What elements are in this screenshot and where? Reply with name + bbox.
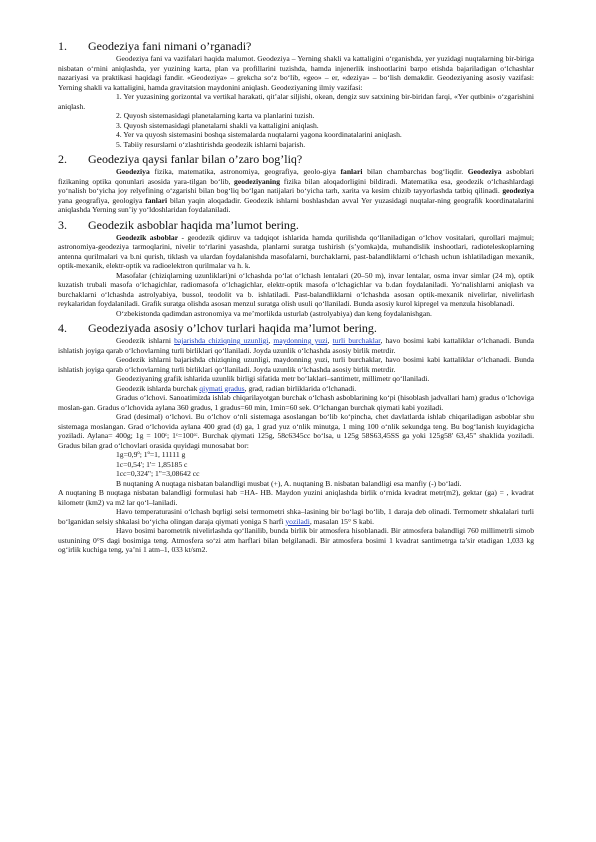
paragraph: Grad (desimal) o‘lchovi. Bu o‘lchov o‘nli sistemaga asoslangan bo‘lib ko‘pincha, chet davlatlarda ishlab chiqariladigan asboblar shu sistemaga moslangan. Grad o‘lchovida aylana 400 grad (d) ga, 1 grad yuz o‘nlik minutga, 1 ming 100 o‘nlik sekundga teng. Bu bog‘lanish kuyidagicha yoziladi. Aylana= 400g; 1g = 100ᶜ; 1ᶜ=100ᶜᶜ. Burchak qiymati 125g, 58c6345cc bo‘lsa, u 125g 58S63,45SS ga yoki 125g58' 63,45" shaklida yoziladi. Gradus bilan grad o‘lchovlari orasida quyidagi munosabat bor: — [58, 412, 534, 450]
text-run: fizika bilan aloqadorligini bildiradi. Matematika esa, geodezik o‘lchashlardagi yo‘nalish bo‘yicha joy relyefining o‘zgarishi bilan bog‘liq bo‘lgan natijalari bo‘yicha tarh, xarita va kesim chizib tayyorlashda tatbiq qilinadi. — [58, 176, 535, 195]
text-run: bilan chambarchas bog‘liqdir. — [362, 167, 468, 176]
formula-line: 1g=0,9º; 1º=1, 11111 g — [116, 450, 186, 459]
link-degree-value[interactable]: qiymati gradus — [199, 383, 245, 393]
bold-term: fanlari — [340, 167, 363, 176]
text-run: Geodezik ishlarda burchak — [116, 383, 200, 393]
bold-term: Geodezik asboblar — [116, 232, 179, 242]
question-3-heading — [58, 218, 534, 233]
question-1-heading — [58, 39, 534, 54]
text-run: , grad, radian birliklarida o‘lchanadi. — [244, 383, 357, 393]
paragraph: Gradus o‘lchovi. Sanoatimizda ishlab chiqarilayotgan burchak o‘lchash asboblarining ko‘pi (hisoblash jadvallari ham) gradus o‘lchoviga moslan-gan. Gradus o‘lchovida aylana 360 gradus, 1 gradus=60 min, 1min=60 sek. O‘lchangan burchak qiymati kabi yoziladi. — [58, 393, 534, 412]
list-item: 5. Tabiiy resurslarni o‘zlashtirishda geodezik ishlarni bajarish. — [116, 139, 306, 149]
paragraph: B nuqtaning A nuqtaga nisbatan balandligi musbat (+), A. nuqtaning B. nisbatan balandligi esa manfiy (-) bo‘ladi. — [116, 478, 462, 488]
list-item: 3. Quyosh sistemasidagi planetalarni shakli va kattaligini aniqlash. — [116, 120, 319, 130]
link-angles[interactable]: turli burchaklar — [332, 336, 381, 345]
paragraph — [58, 336, 534, 355]
question-title: Geodezik asboblar haqida ma’lumot bering. — [88, 217, 299, 232]
text-run: - geodezik qidiruv va tadqiqot ishlarida hamda qurilishda qo‘llaniladigan o‘lchov vositalari, qurollari majmui; astronomiya-geodeziya tarmoqlarini, nivelir to‘rlarini yasashda, planlarni suratga tushirish (s’yomka)da, muhandislik inshootlari, radioteleskoplarning antenna qurilmalari va b.ni qurish, tiklash va ulardan foydalanishda masofalarni, burchaklarni, past-balandliklarni o‘lchash uchun ishlatiladigan mexanik, optik-mexanik, elektr-optik va radioelektron qurilmalar va h. k. — [58, 232, 535, 270]
list-item: 1. Yer yuzasining gorizontal va vertikal harakati, qit’alar siljishi, okean, dengiz suv satxining bir-biridan farqi, «Yer qutbini» o‘zgarishini aniqlash. — [58, 92, 534, 111]
text-run: , — [327, 336, 333, 345]
paragraph — [58, 507, 534, 526]
list-item: 4. Yer va quyosh sistemasini boshqa sistemalarda nuqtalarni yagona koordinatalarini aniqlash. — [116, 130, 402, 139]
bold-term: geodeziyaning — [234, 176, 281, 186]
text-run: , masalan 15° S kabi. — [309, 516, 375, 526]
link-line-length[interactable]: bajarishda chiziqning uzunligi — [174, 336, 269, 345]
question-number: 4. — [58, 321, 67, 335]
text-run: bilan yaqin aloqadadir. Geodezik ishlarni boshlashdan avval Yer yuzasidagi nuqtalar-ning geografik koordinatalarini aniqlashda Yerning sun’iy yo‘ldoshlaridan foydalaniladi. — [58, 195, 535, 214]
question-4-heading — [58, 321, 534, 336]
text-run: , — [268, 336, 274, 345]
text-run: asboblari fizikaning optika qonunlari asosida yara-tilgan bo‘lib, — [58, 167, 535, 186]
question-number: 2. — [58, 152, 67, 166]
bold-term: Geodeziya — [467, 167, 502, 176]
link-written[interactable]: yoziladi — [285, 516, 310, 526]
text-run: Havo temperaturasini o‘lchash bqrligi selsi termometri shka–lasining bir bo‘lagi bo‘lib, 1 daraja deb olinadi. Termometr shkalalari turli bo‘lganidan selsiy shkalasi bo‘yicha olingan daraja qiymati yoniga S harfi — [58, 507, 534, 526]
bold-term: fanlari — [145, 195, 168, 205]
formula-line: 1cc=0,324"; 1"=3,08642 cc — [116, 469, 200, 478]
link-area[interactable]: maydonning yuzi — [273, 336, 328, 345]
text-run: fizika, matematika, astronomiya, geografiya, geolo-giya — [149, 167, 341, 176]
bold-term: geodeziya — [502, 186, 534, 195]
paragraph: Masofalar (chiziqlarning uzunliklari)ni o‘lchashda po‘lat o‘lchash lentalari (20–50 m), invar lentalar, osma invar simlar (24 m), optik kuzatish trubali masofa o‘lchagichlar, radiomasofa o‘lchagichlar, elektr-optik masofa o‘lchagichlar va b.dan foydalaniladi. Yo‘nalishlarni aniqlash va burchaklarni o‘lchashda astrolyabiya, bussol, teodolit va b. ishlatiladi. Past-balandliklarni o‘lchashda asosan optik-mexanik nivelirlar, nivelirlash reykalaridan foydalaniladi. Grafik suratga olishda asosan menzul suratga olish usuli qo‘llaniladi. Bunda asosiy kurol kipregel va menzula hisoblanadi. — [58, 270, 534, 308]
paragraph — [58, 167, 534, 215]
paragraph: A nuqtaning B nuqtaga nisbatan balandligi formulasi hab =HA- HB. Maydon yuzini aniqlashda birlik o‘rnida kvadrat metr(m2), gektar (ga) = , kvadrat kilometr (km2) va m2 lar qo‘l–laniladi. — [58, 488, 534, 507]
question-title: Geodeziyada asosiy o’lchov turlari haqida ma’lumot bering. — [88, 321, 377, 335]
question-2-heading — [58, 152, 534, 167]
paragraph: Geodeziya fani va vazifalari haqida malumot. Geodeziya – Yerning shakli va kattaligini o‘rganishda, yer yuzidagi nuqtalarning bir-biriga nisbatan o‘rnini aniqlashda, yer yuzining karta, plan va profillarini tuzishda, hamda injenerlik inshootlarini barpo etishda bajariladigan o‘lchashlar nazariyasi va praktikasi haqidagi fandir. «Geodeziya» – grekcha so‘z bo‘lib, «geo» – er, «deziya» – bo‘lish demakdir. Geodeziyaning asosiy vazifasi: Yerning shakli va kattaligini, hamda gravitatsion maydonini aniqlash. Geodeziyaning ilmiy vazifasi: — [58, 54, 534, 92]
formula-line: 1c=0,54'; 1'= 1,85185 c — [116, 459, 188, 469]
paragraph — [58, 233, 534, 271]
bold-term: Geodeziya — [116, 167, 150, 176]
text-run: Geodezik ishlarni — [116, 336, 175, 345]
paragraph: O‘zbekistonda qadimdan astronomiya va me’morlikda usturlab (astrolyabiya) dan keng foydalanishgan. — [116, 308, 432, 318]
paragraph — [58, 384, 534, 394]
paragraph: Havo bosimi barometrik nivelirlashda qo‘llanilib, bunda birlik bir atmosfera hisoblanadi. Bir atmosfera balandligi 760 millimetrli simob ustunining 0°S dagi bosimiga teng. Atmosfera so‘zi atm harflari bilan belgilanadi. Bir atmosfera bosimi 1 kvadrat santimetrga ta’sir etadigan 1,033 kg og‘irlik kuchiga teng, ya’ni 1 atm–1, 033 kt/sm2. — [58, 526, 534, 554]
question-number: 3. — [58, 217, 67, 232]
text-run: yana geografiya, geologiya — [58, 195, 146, 205]
text-run: , havo bosimi kabi kattaliklar o‘lchanadi. Bunda ishlatish joyiga qarab o‘lchovlarning turli birliklari qo‘llaniladi. Joyda uzunlik o‘lchashda asosiy birlik metrdir. — [58, 336, 535, 355]
list-item: 2. Quyosh sistemasidagi planetalarning karta va planlarini tuzish. — [116, 111, 315, 120]
question-title: Geodeziya fani nimani o’rganadi? — [88, 39, 252, 53]
question-title: Geodeziya qaysi fanlar bilan o’zaro bog’liq? — [88, 152, 303, 166]
paragraph: Geodezik ishlarni bajarishda chiziqning uzunligi, maydonning yuzi, turli burchaklar, havo bosimi kabi kattaliklar o‘lchanadi. Bunda ishlatish joyiga qarab o‘lchovlarning turli birliklari qo‘llaniladi. Joyda uzunlik o‘lchashda asosiy birlik metrdir. — [58, 355, 534, 374]
question-number: 1. — [58, 39, 67, 53]
paragraph: Geodeziyaning grafik ishlarida uzunlik birligi sifatida metr bo‘laklari–santimetr, millimetr qo‘llaniladi. — [116, 374, 430, 383]
